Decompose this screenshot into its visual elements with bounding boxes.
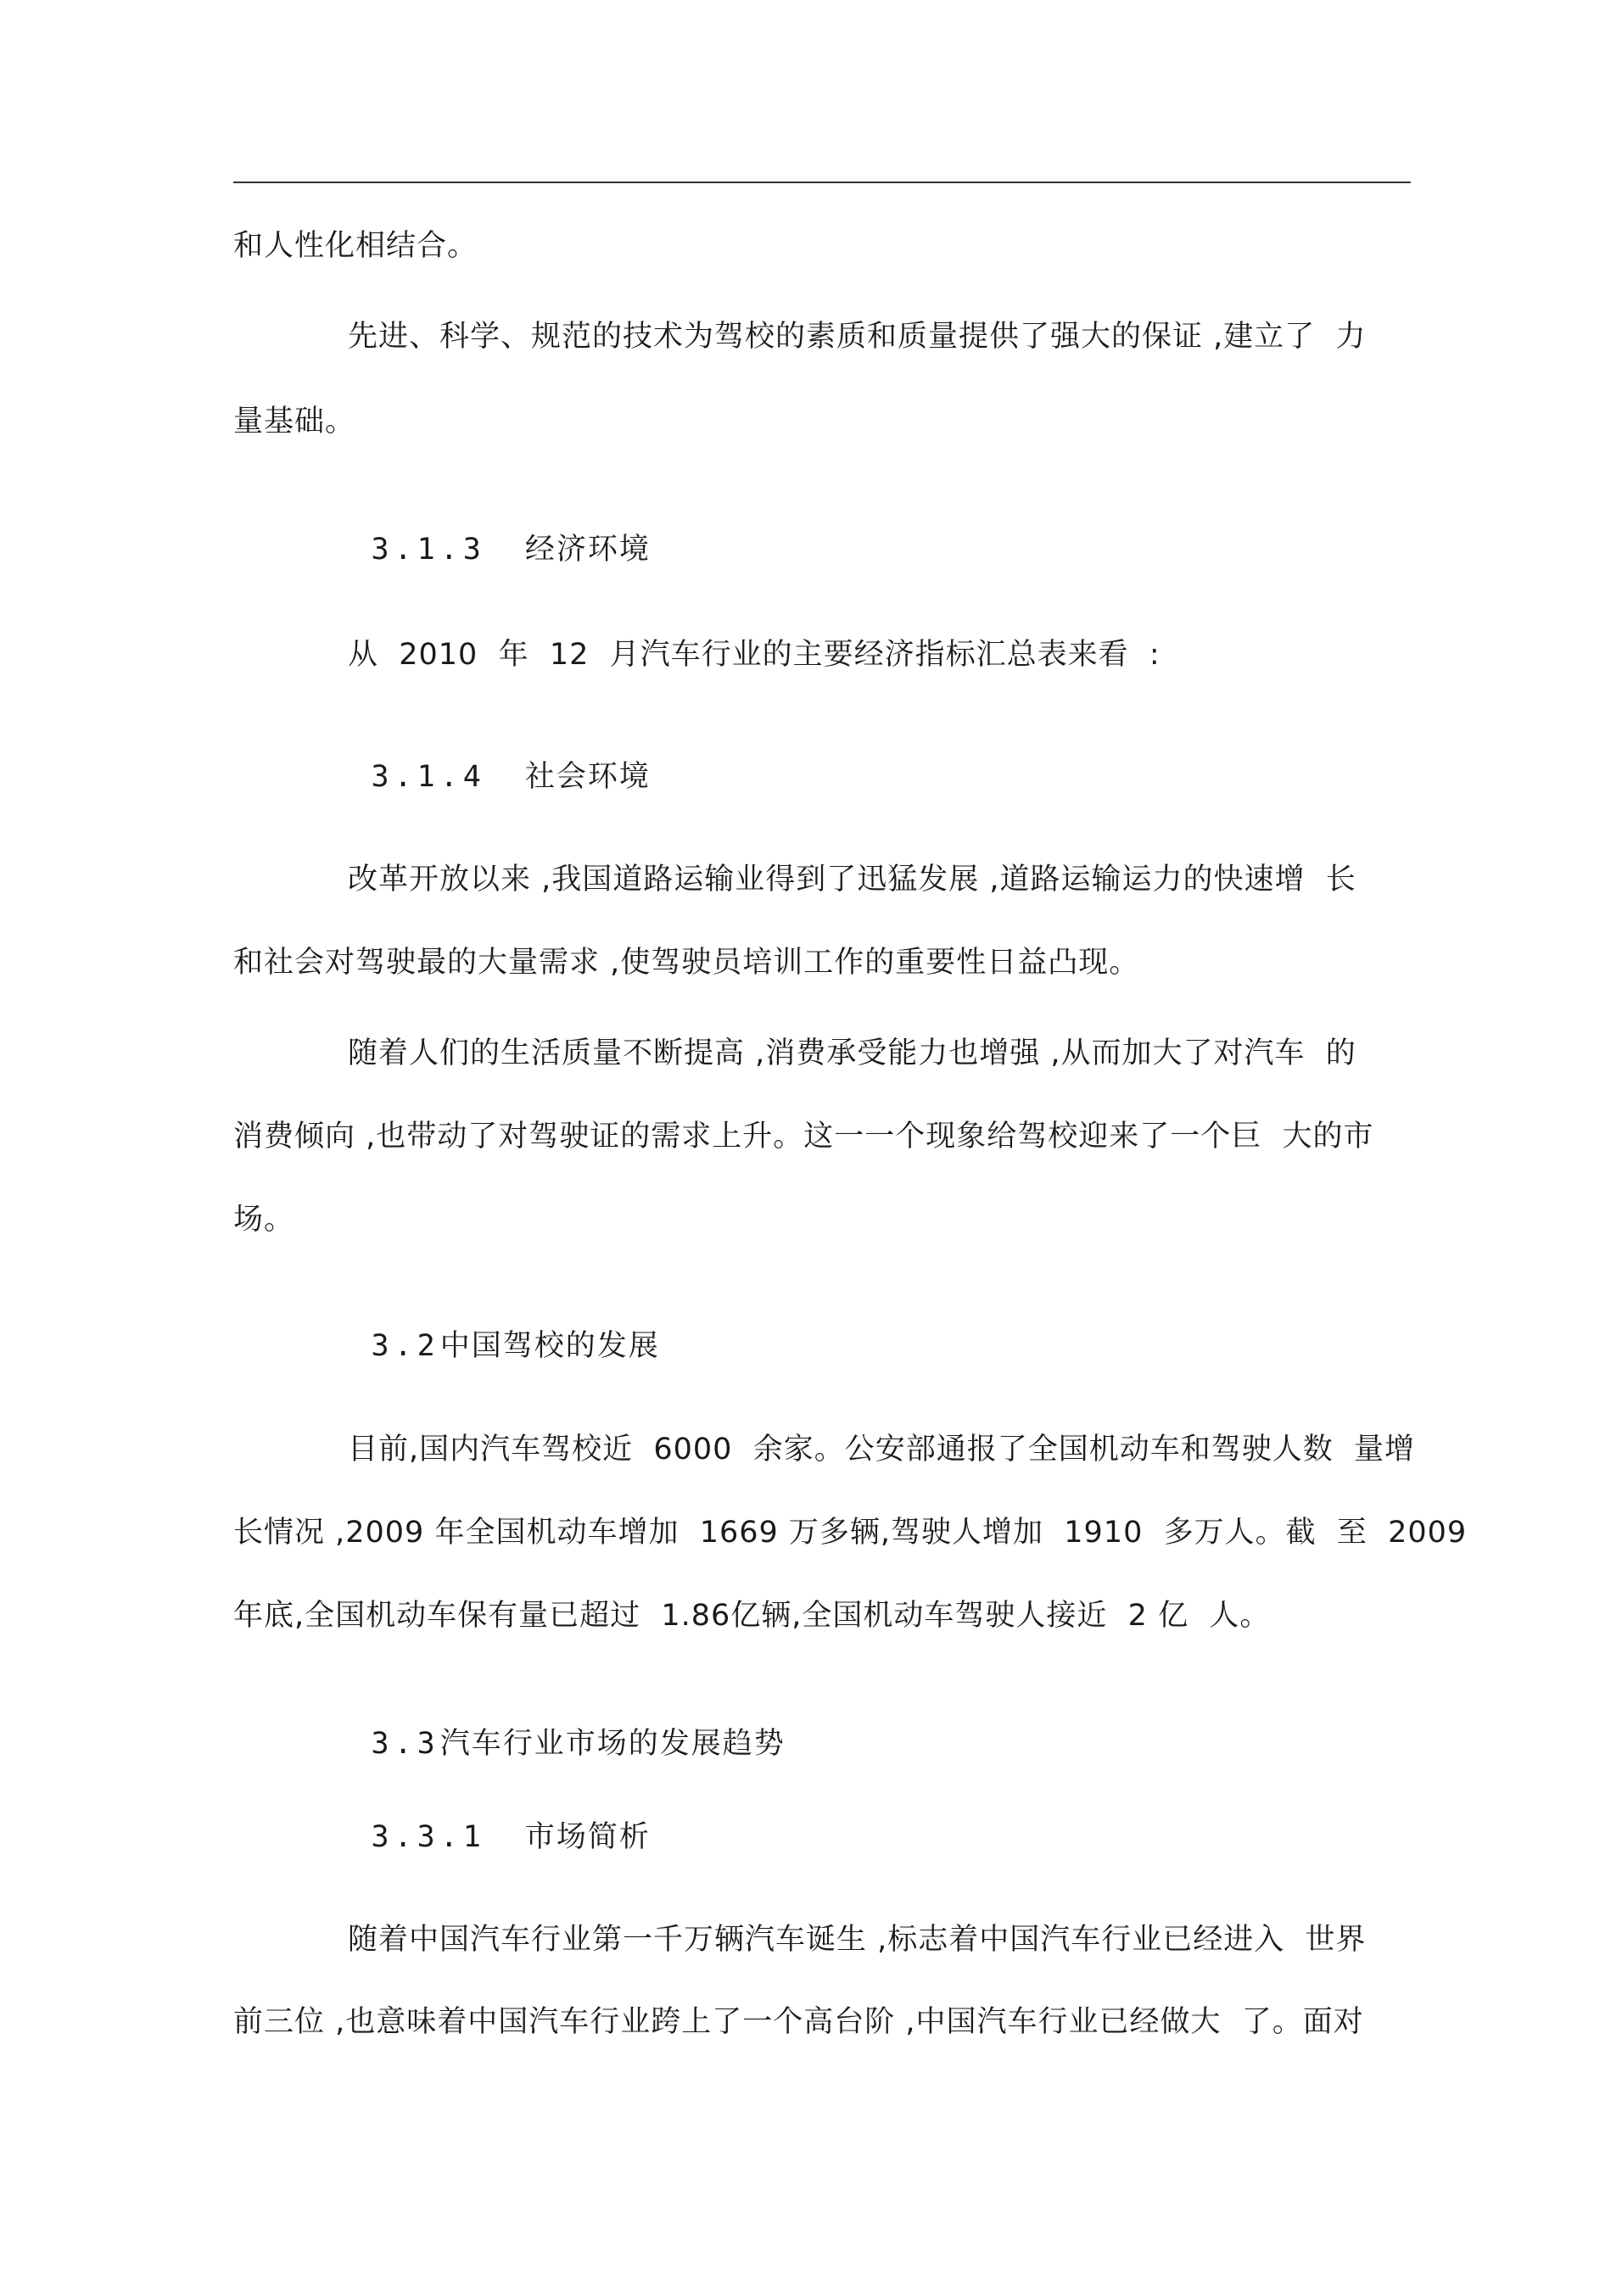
paragraph-line: 长情况 ,2009 年全国机动车增加 1669 万多辆,驾驶人增加 1910 多万人。截 至 2009 (233, 1516, 1468, 1550)
paragraph-line: 和社会对驾驶最的大量需求 ,使驾驶员培训工作的重要性日益凸现。 (233, 946, 1140, 980)
section-title: 市场简析 (524, 1820, 651, 1854)
paragraph-line: 消费倾向 ,也带动了对驾驶证的需求上升。这一一个现象给驾校迎来了一个巨 大的市 (233, 1120, 1374, 1154)
paragraph-line: 前三位 ,也意味着中国汽车行业跨上了一个高台阶 ,中国汽车行业已经做大 了。面对 (233, 2005, 1364, 2039)
paragraph-line: 和人性化相结合。 (233, 229, 478, 263)
paragraph-line: 场。 (233, 1203, 295, 1237)
paragraph-line: 改革开放以来 ,我国道路运输业得到了迅猛发展 ,道路运输运力的快速增 长 (348, 863, 1356, 897)
paragraph-line: 从 2010 年 12 月汽车行业的主要经济指标汇总表来看 : (348, 638, 1161, 672)
paragraph-line: 年底,全国机动车保有量已超过 1.86亿辆,全国机动车驾驶人接近 2 亿 人。 (233, 1599, 1271, 1633)
paragraph-line: 随着人们的生活质量不断提高 ,消费承受能力也增强 ,从而加大了对汽车 的 (348, 1036, 1356, 1070)
section-title: 社会环境 (524, 760, 651, 794)
section-number: 3.2 (371, 1329, 440, 1363)
header-rule (233, 182, 1411, 183)
section-number: 3.3 (371, 1727, 440, 1761)
paragraph-line: 先进、科学、规范的技术为驾校的素质和质量提供了强大的保证 ,建立了 力 (348, 320, 1367, 354)
section-title: 汽车行业市场的发展趋势 (439, 1727, 786, 1761)
section-heading (327, 721, 651, 833)
section-number: 3.1.4 (371, 760, 486, 794)
paragraph-line: 目前,国内汽车驾校近 6000 余家。公安部通报了全国机动车和驾驶人数 量增 (348, 1433, 1415, 1466)
section-heading (327, 1290, 660, 1402)
section-number: 3.3.1 (371, 1820, 486, 1854)
section-title: 中国驾校的发展 (439, 1329, 660, 1363)
paragraph-line: 量基础。 (233, 405, 356, 439)
paragraph-line: 随着中国汽车行业第一千万辆汽车诞生 ,标志着中国汽车行业已经进入 世界 (348, 1923, 1367, 1957)
section-number: 3.1.3 (371, 533, 486, 567)
section-title: 经济环境 (524, 533, 651, 567)
section-heading (327, 1781, 651, 1893)
section-heading (327, 494, 651, 606)
